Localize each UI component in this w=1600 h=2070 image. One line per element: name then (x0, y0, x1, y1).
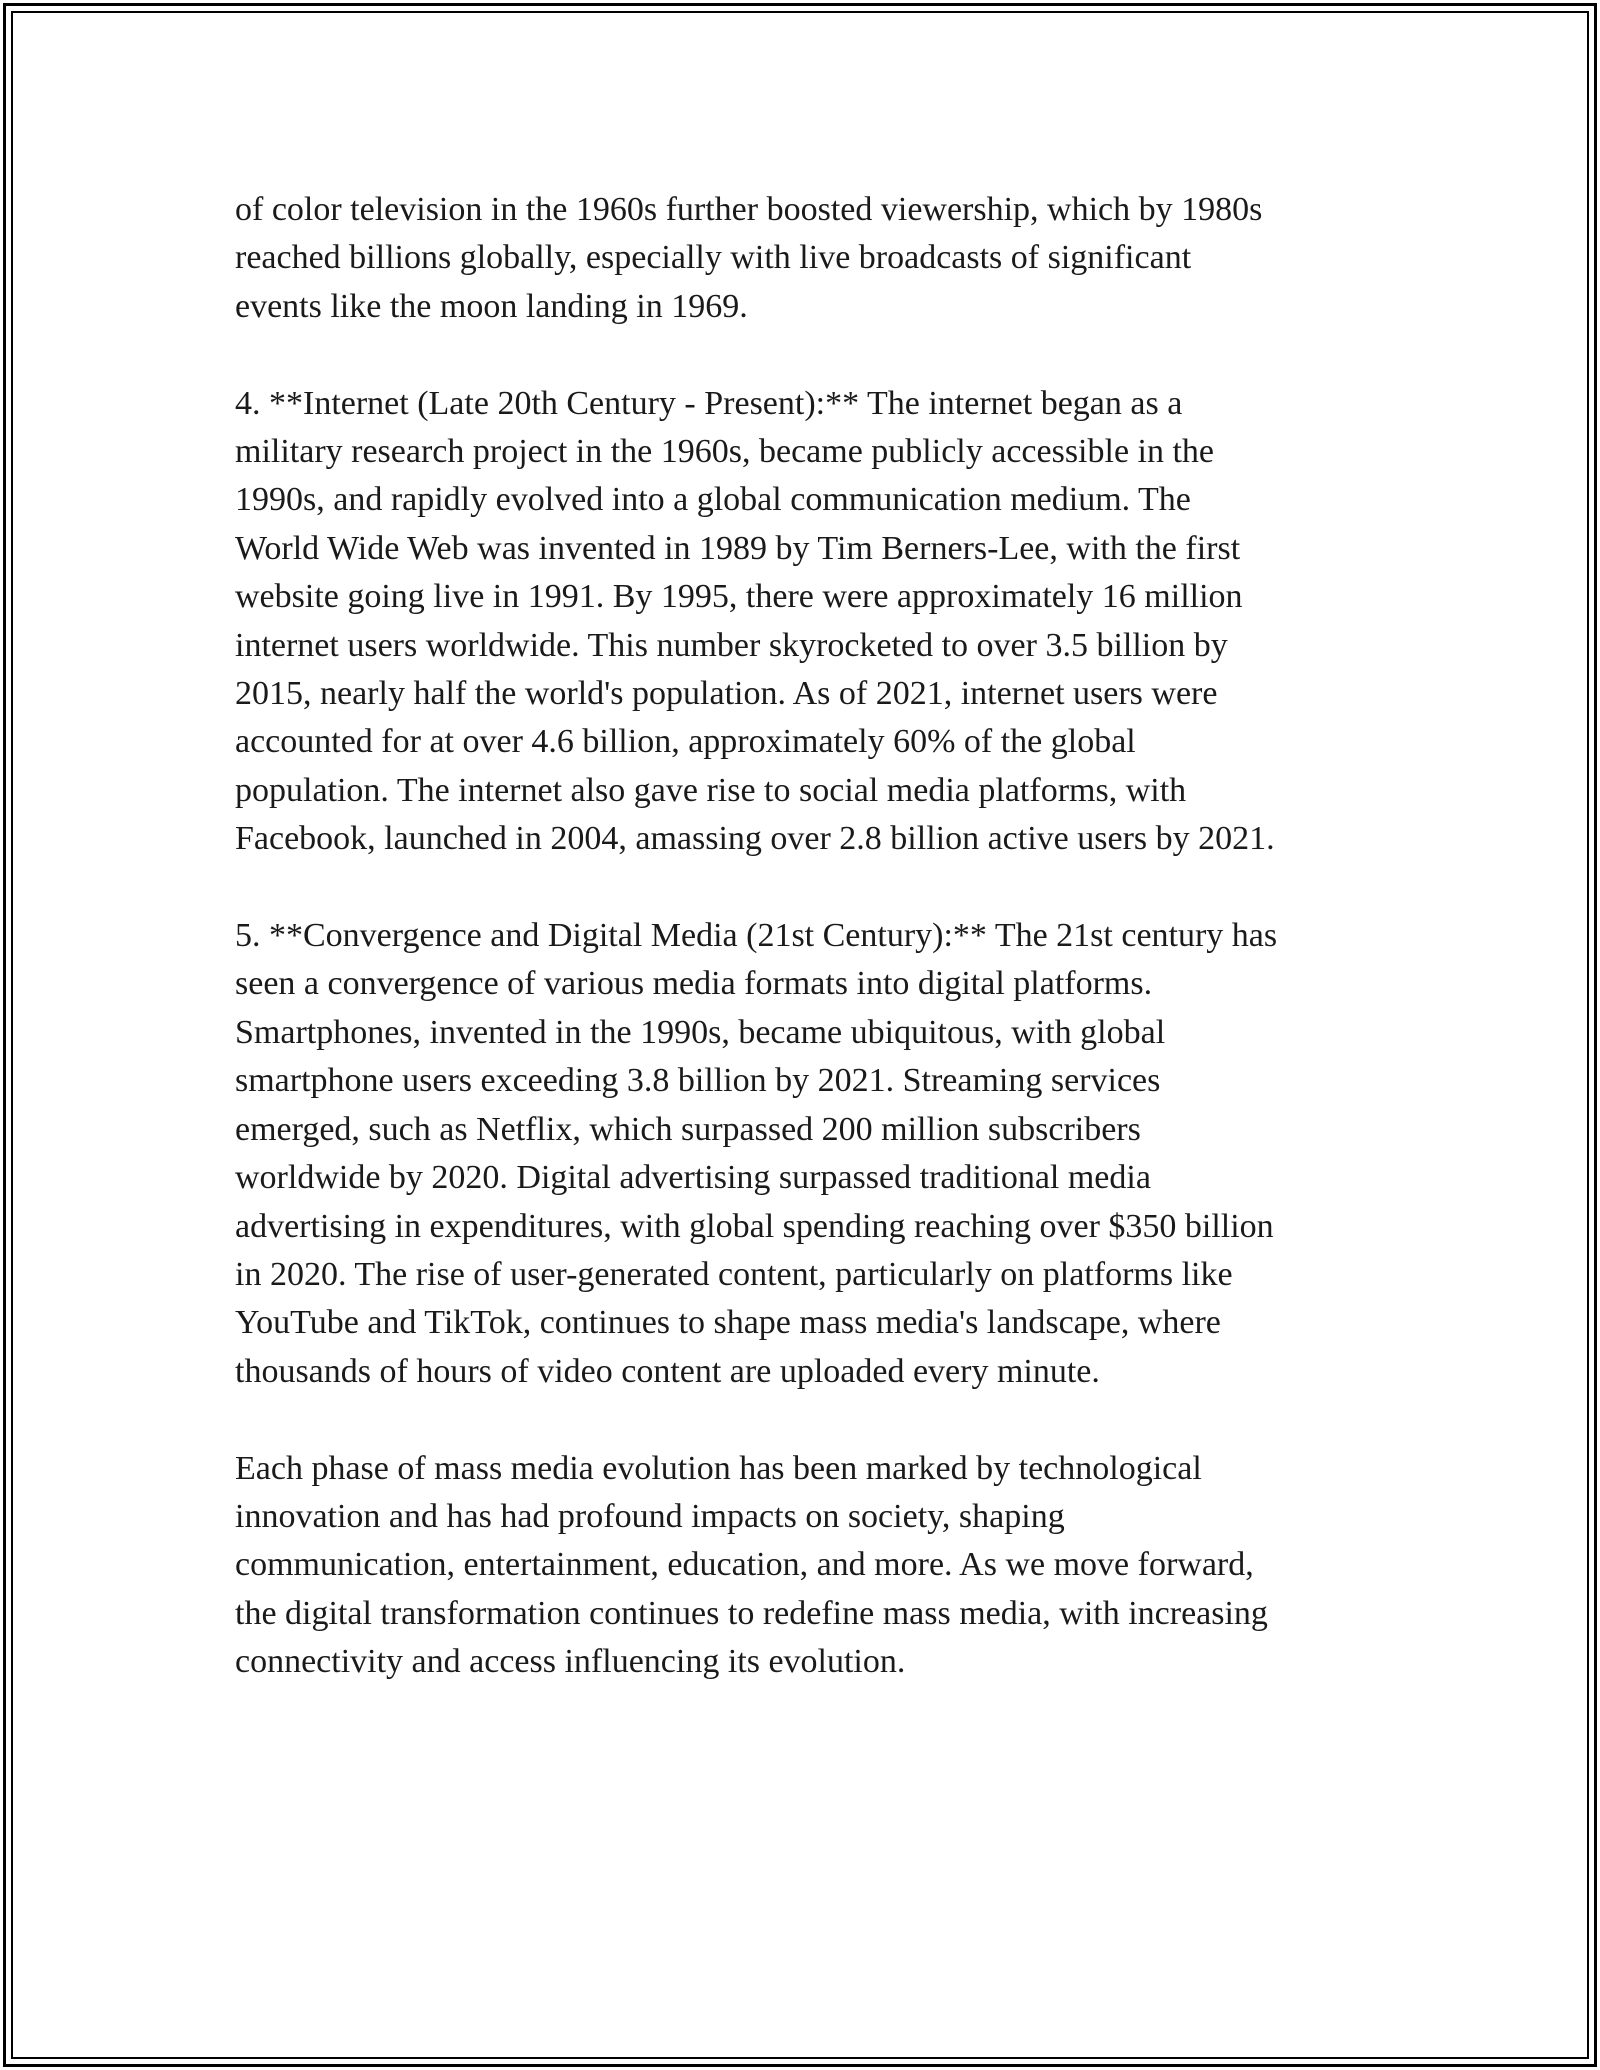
paragraph-convergence-digital-media: 5. **Convergence and Digital Media (21st Century):** The 21st century has seen a convergence of various media formats into digital platforms. Smartphones, invented in the 1990s, became ubiquitous, with global smartphone users exceeding 3.8 billion by 2021. Streaming services emerged, such as Netflix, which surpassed 200 million subscribers worldwide by 2020. Digital advertising surpassed traditional media advertising in expenditures, with global spending reaching over $350 billion in 2020. The rise of user-generated content, particularly on platforms like YouTube and TikTok, continues to shape mass media's landscape, where thousands of hours of video content are uploaded every minute. (235, 917, 1278, 1390)
paragraph-television-continued: of color television in the 1960s further boosted viewership, which by 1980s reached billions globally, especially with live broadcasts of significant events like the moon landing in 1969. (235, 191, 1263, 325)
document-body (235, 186, 1375, 1735)
paragraph-internet: 4. **Internet (Late 20th Century - Present):** The internet began as a military research project in the 1960s, became publicly accessible in the 1990s, and rapidly evolved into a global communication medium. The World Wide Web was invented in 1989 by Tim Berners-Lee, with the first website going live in 1991. By 1995, there were approximately 16 million internet users worldwide. This number skyrocketed to over 3.5 billion by 2015, nearly half the world's population. As of 2021, internet users were accounted for at over 4.6 billion, approximately 60% of the global population. The internet also gave rise to social media platforms, with Facebook, launched in 2004, amassing over 2.8 billion active users by 2021. (235, 384, 1275, 858)
paragraph-conclusion: Each phase of mass media evolution has been marked by technological innovation and has had profound impacts on society, shaping communication, entertainment, education, and more. As we move forward, the digital transformation continues to redefine mass media, with increasing connectivity and access influencing its evolution. (235, 1449, 1268, 1681)
